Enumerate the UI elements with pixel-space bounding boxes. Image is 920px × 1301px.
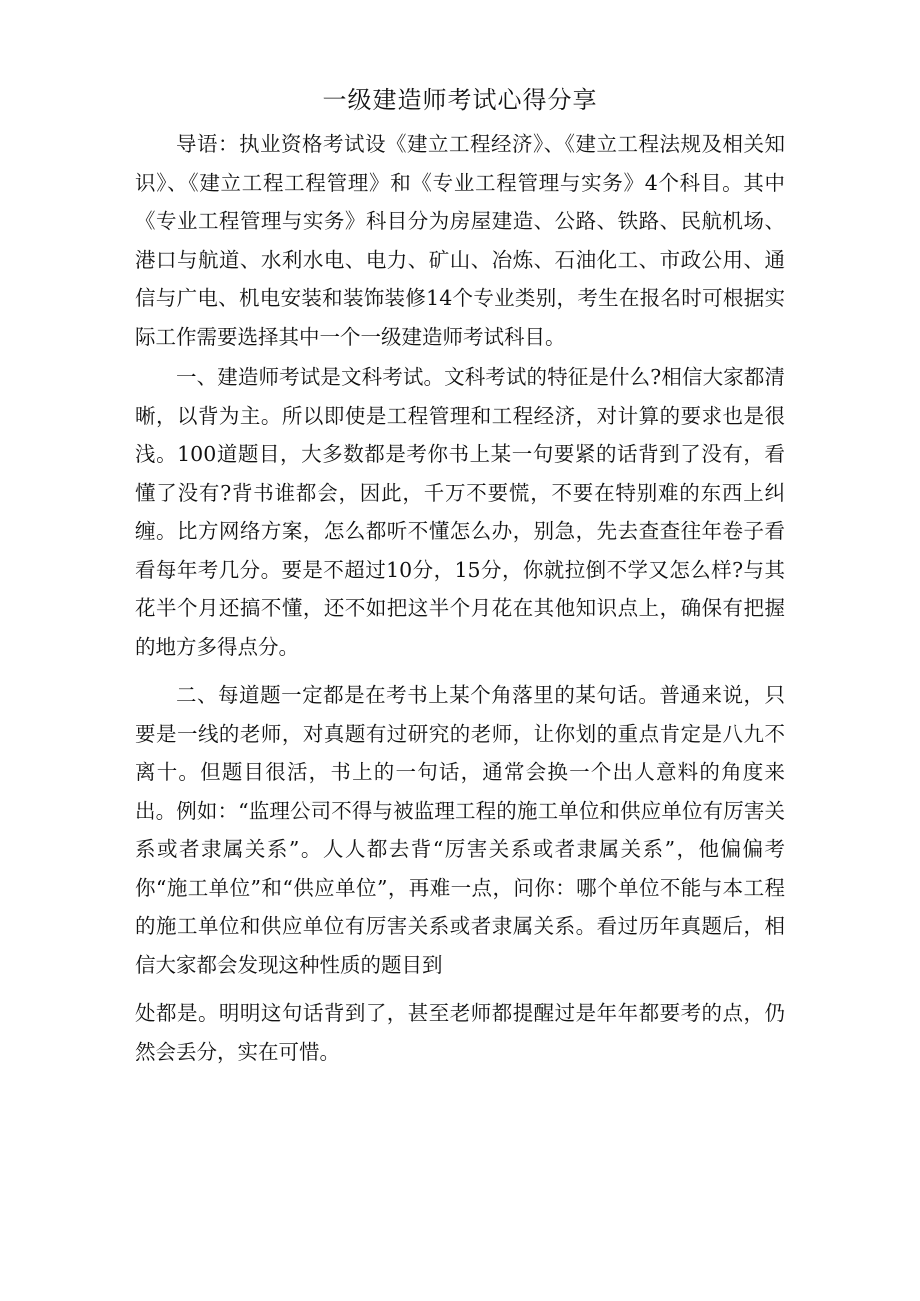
- document-title: 一级建造师考试心得分享: [322, 86, 598, 114]
- document-body: [135, 125, 785, 1071]
- paragraph-point-one: 一、建造师考试是文科考试。文科考试的特征是什么?相信大家都清晰，以背为主。所以即使是工程管理和工程经济，对计算的要求也是很浅。100道题目，大多数都是考你书上某一句要紧的话背到了没有，看懂了没有?背书谁都会，因此，千万不要慌，不要在特别难的东西上纠缠。比方网络方案，怎么都听不懂怎么办，别急，先去查查往年卷子看看每年考几分。要是不超过10分，15分，你就拉倒不学又怎么样?与其花半个月还搞不懂，还不如把这半个月花在其他知识点上，确保有把握的地方多得点分。: [135, 365, 785, 659]
- paragraph-intro: 导语：执业资格考试设《建立工程经济》、《建立工程法规及相关知识》、《建立工程工程管理》和《专业工程管理与实务》4个科目。其中《专业工程管理与实务》科目分为房屋建造、公路、铁路、民航机场、港口与航道、水利水电、电力、矿山、冶炼、石油化工、市政公用、通信与广电、机电安装和装饰装修14个专业类别，考生在报名时可根据实际工作需要选择其中一个一级建造师考试科目。: [135, 132, 785, 349]
- paragraph-point-two: 二、每道题一定都是在考书上某个角落里的某句话。普通来说，只要是一线的老师，对真题有过研究的老师，让你划的重点肯定是八九不离十。但题目很活，书上的一句话，通常会换一个出人意料的角度来出。例如：“监理公司不得与被监理工程的施工单位和供应单位有厉害关系或者隶属关系”。人人都去背“厉害关系或者隶属关系”，他偏偏考你“施工单位”和“供应单位”，再难一点，问你：哪个单位不能与本工程的施工单位和供应单位有厉害关系或者隶属关系。看过历年真题后，相信大家都会发现这种性质的题目到: [135, 683, 785, 977]
- paragraph-continuation: 处都是。明明这句话背到了，甚至老师都提醒过是年年都要考的点，仍然会丢分，实在可惜。: [135, 1001, 785, 1064]
